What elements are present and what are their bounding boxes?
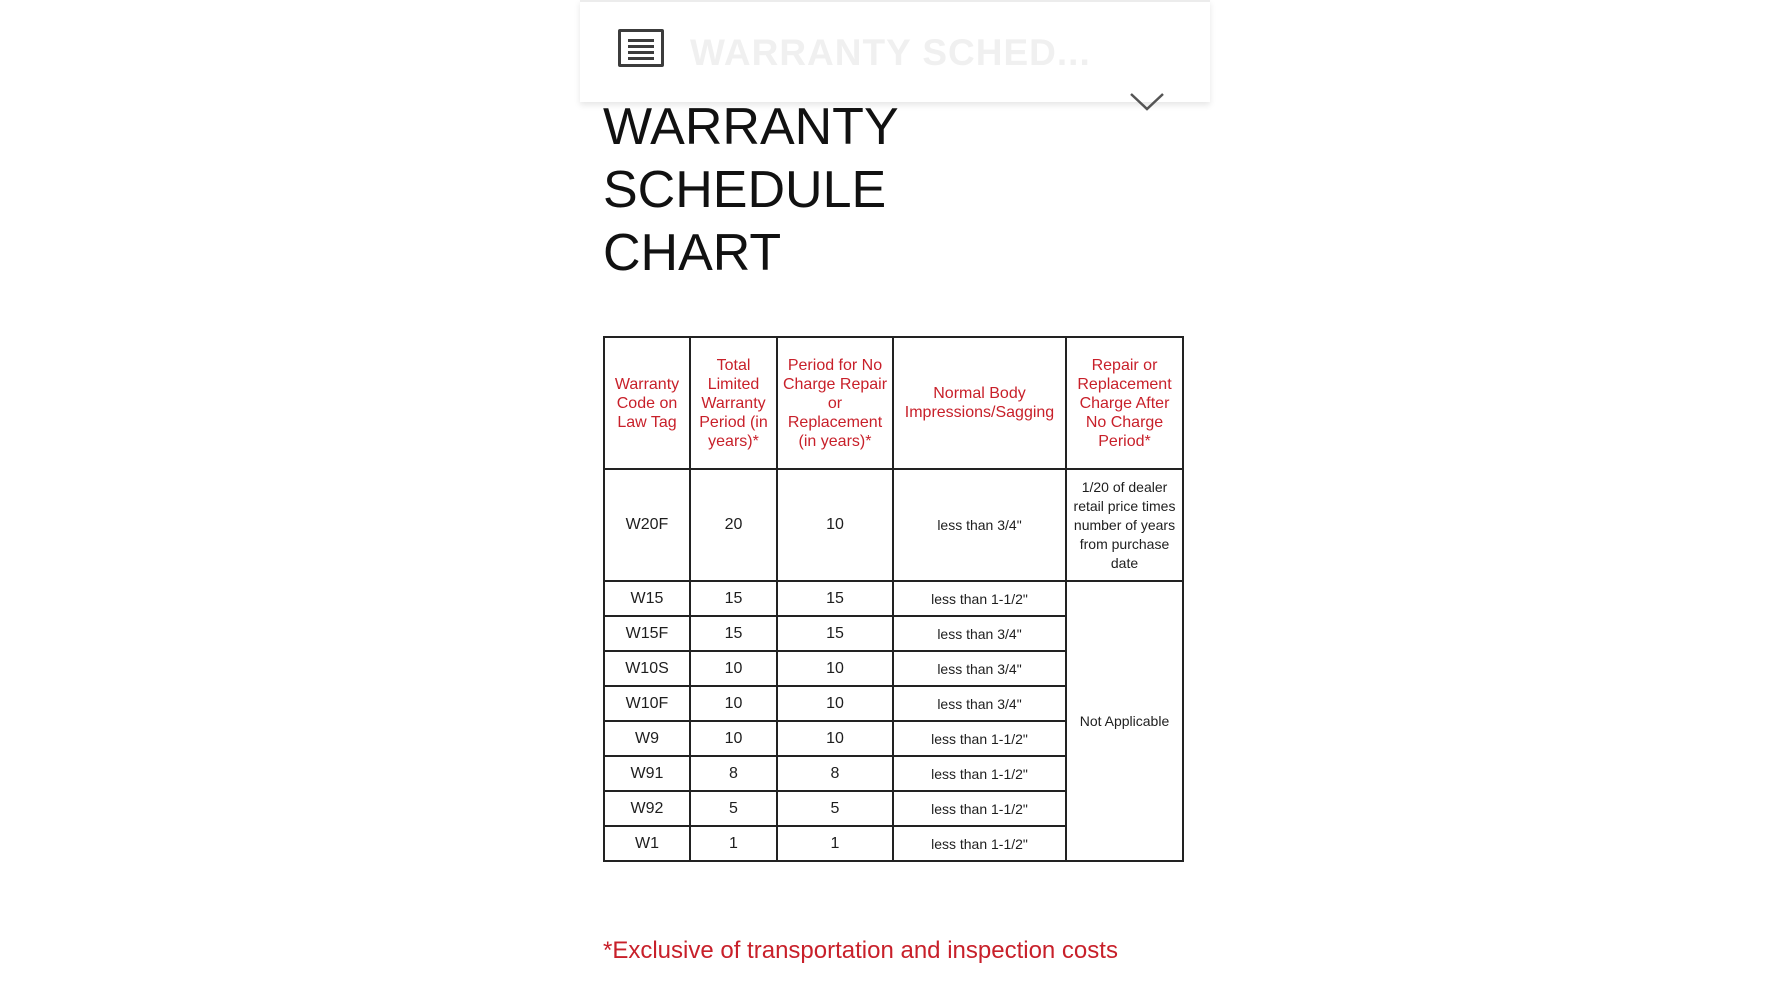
top-app-bar	[580, 0, 1210, 102]
header-body-impressions: Normal Body Impressions/Sagging	[893, 337, 1066, 469]
warranty-code-cell: W10F	[604, 686, 690, 721]
total-period-cell: 15	[690, 581, 777, 616]
no-charge-period-cell: 10	[777, 651, 893, 686]
total-period-cell: 1	[690, 826, 777, 861]
footnote: *Exclusive of transportation and inspection costs	[603, 937, 1118, 964]
table-row	[604, 581, 1183, 616]
header-total-period: Total Limited Warranty Period (in years)*	[690, 337, 777, 469]
sagging-cell: less than 3/4"	[893, 686, 1066, 721]
sagging-cell: less than 1-1/2"	[893, 581, 1066, 616]
no-charge-period-cell: 1	[777, 826, 893, 861]
warranty-code-cell: W10S	[604, 651, 690, 686]
header-replacement-charge: Repair or Replacement Charge After No Charge Period*	[1066, 337, 1183, 469]
sagging-cell: less than 1-1/2"	[893, 756, 1066, 791]
hamburger-menu-icon[interactable]	[618, 29, 664, 67]
total-period-cell: 10	[690, 651, 777, 686]
no-charge-period-cell: 5	[777, 791, 893, 826]
no-charge-period-cell: 15	[777, 616, 893, 651]
warranty-code-cell: W1	[604, 826, 690, 861]
warranty-code-cell: W20F	[604, 469, 690, 581]
sagging-cell: less than 3/4"	[893, 651, 1066, 686]
header-warranty-code: Warranty Code on Law Tag	[604, 337, 690, 469]
no-charge-period-cell: 8	[777, 756, 893, 791]
page-title	[603, 96, 899, 285]
total-period-cell: 8	[690, 756, 777, 791]
total-period-cell: 10	[690, 721, 777, 756]
warranty-code-cell: W9	[604, 721, 690, 756]
warranty-code-cell: W15	[604, 581, 690, 616]
total-period-cell: 20	[690, 469, 777, 581]
page-title-line: SCHEDULE	[603, 161, 887, 219]
header-title: WARRANTY SCHED...	[690, 32, 1091, 73]
no-charge-period-cell: 10	[777, 721, 893, 756]
sagging-cell: less than 1-1/2"	[893, 826, 1066, 861]
replacement-charge-cell: Not Applicable	[1066, 581, 1183, 861]
warranty-code-cell: W15F	[604, 616, 690, 651]
table-header-row	[604, 337, 1183, 469]
table-row	[604, 469, 1183, 581]
page-title-line: WARRANTY	[603, 98, 899, 156]
replacement-charge-cell: 1/20 of dealer retail price times number of years from purchase date	[1066, 469, 1183, 581]
chevron-down-icon[interactable]	[1128, 90, 1166, 116]
warranty-code-cell: W92	[604, 791, 690, 826]
total-period-cell: 15	[690, 616, 777, 651]
warranty-code-cell: W91	[604, 756, 690, 791]
warranty-schedule-table	[603, 336, 1184, 862]
total-period-cell: 10	[690, 686, 777, 721]
total-period-cell: 5	[690, 791, 777, 826]
no-charge-period-cell: 15	[777, 581, 893, 616]
sagging-cell: less than 1-1/2"	[893, 791, 1066, 826]
sagging-cell: less than 3/4"	[893, 469, 1066, 581]
sagging-cell: less than 3/4"	[893, 616, 1066, 651]
no-charge-period-cell: 10	[777, 686, 893, 721]
no-charge-period-cell: 10	[777, 469, 893, 581]
page-title-line: CHART	[603, 224, 782, 282]
sagging-cell: less than 1-1/2"	[893, 721, 1066, 756]
header-no-charge-period: Period for No Charge Repair or Replacement (in years)*	[777, 337, 893, 469]
